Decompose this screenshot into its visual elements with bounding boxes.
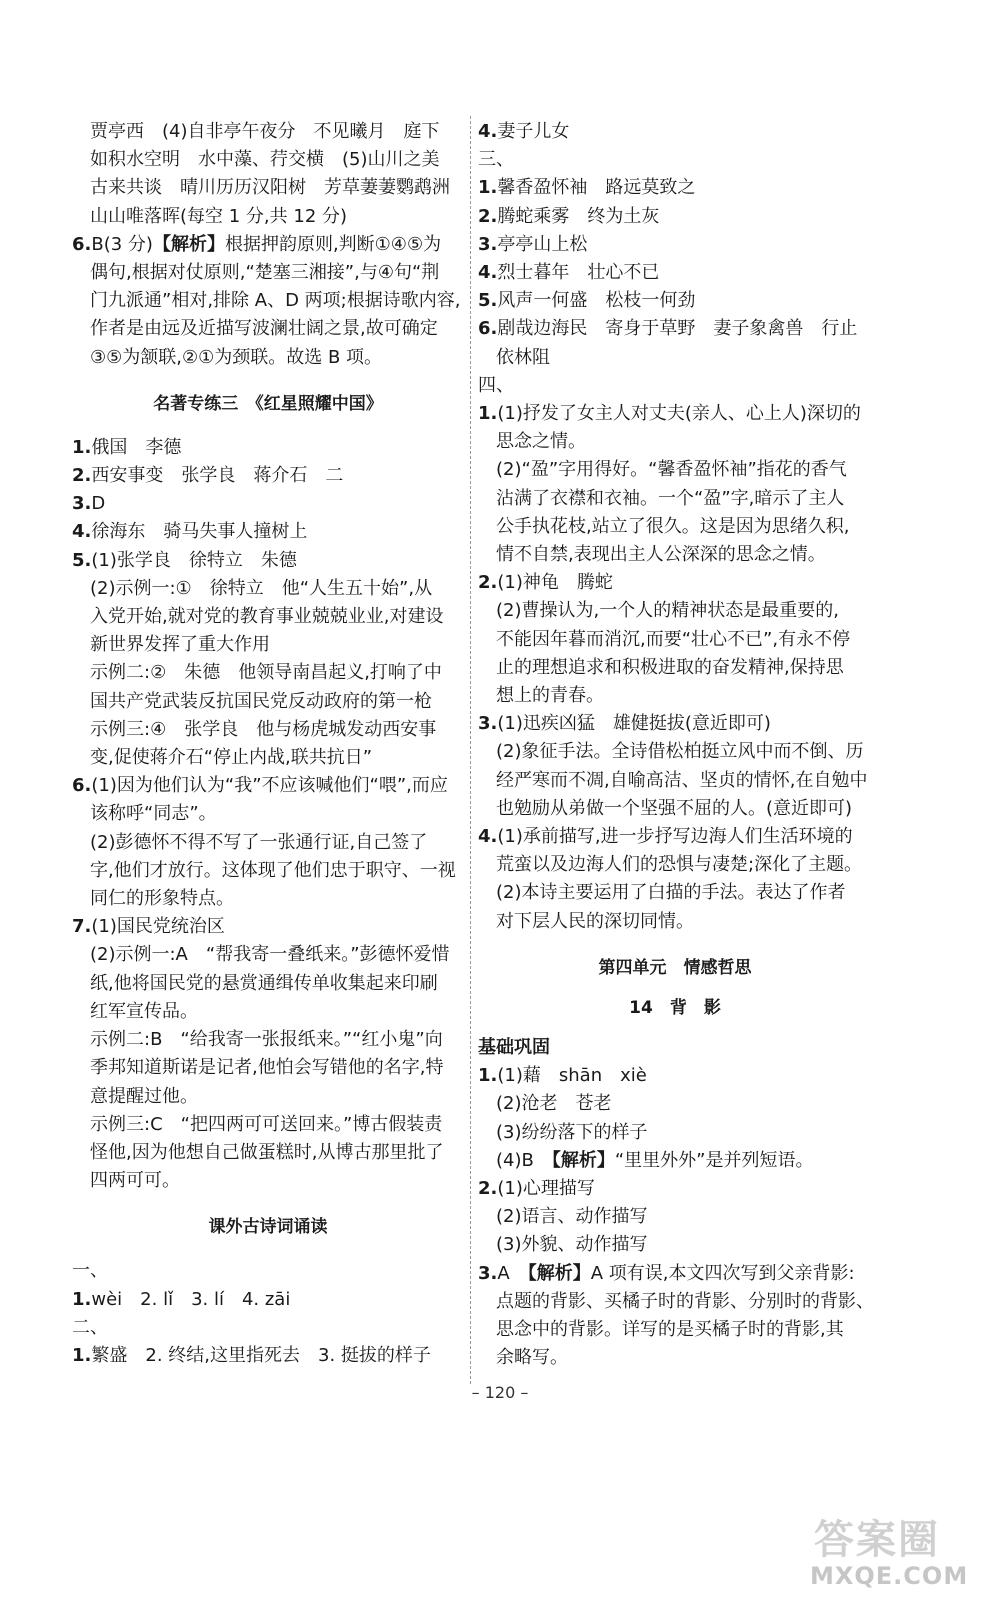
- text-line: 作者是由远及近描写波澜壮阔之景,故可确定: [90, 318, 438, 340]
- answer-line: [478, 541, 872, 569]
- answer-text: 荒蛮以及边海人们的恐惧与凄楚;深化了主题。: [496, 854, 863, 876]
- column-divider: [470, 116, 471, 1384]
- answer-line: [478, 203, 872, 231]
- answer-line: [72, 1314, 464, 1342]
- answer-text: 馨香盈怀袖 路远莫致之: [497, 177, 696, 199]
- answer-line: [72, 913, 464, 941]
- answer-text: (2)象征手法。全诗借松柏挺立风中而不倒、历: [496, 741, 864, 763]
- answer-line: [478, 118, 872, 146]
- answer-text: (2)沧老 苍老: [496, 1093, 612, 1115]
- answer-text: 不能因年暮而消沉,而要“壮心不已”,有永不停: [496, 628, 851, 650]
- answer-text: 思念中的背影。详写的是买橘子时的背影,其: [496, 1318, 844, 1340]
- question-number: 3.: [478, 233, 498, 255]
- answer-line: [478, 795, 872, 823]
- answer-text: (2)示例一:A “帮我寄一叠纸来。”彭德怀爱惜: [90, 944, 450, 966]
- text-line: 山山唯落晖(每空 1 分,共 12 分): [90, 205, 348, 227]
- text-line: 偶句,根据对仗原则,“楚塞三湘接”,与④句“荆: [90, 262, 440, 284]
- answer-text: 国共产党武装反抗国民党反动政府的第一枪: [90, 690, 432, 712]
- answer-text: 对下层人民的深切同情。: [496, 910, 694, 932]
- answer-text: 思念之情。: [496, 431, 586, 453]
- basic-answers: [478, 1062, 872, 1372]
- answer-text: 徐海东 骑马失事人撞树上: [91, 521, 308, 543]
- analysis-tag: 【解析】: [527, 1262, 591, 1284]
- answer-text: (3)纷纷落下的样子: [496, 1121, 648, 1143]
- answer-text: 季邦知道斯诺是记者,他怕会写错他的名字,特: [90, 1057, 444, 1079]
- text-line: 古来共谈 晴川历历汉阳树 芳草萋萋鹦鹉洲: [90, 177, 450, 199]
- question-number: 4.: [478, 121, 498, 142]
- analysis-tag: 【解析】: [551, 1149, 615, 1171]
- answer-text: (1)抒发了女主人对丈夫(亲人、心上人)深切的: [497, 403, 861, 425]
- answer-text: 新世界发挥了重大作用: [90, 634, 270, 656]
- answer-text: 示例三:C “把四两可可送回来。”博古假装责: [90, 1113, 443, 1135]
- answer-text: 四两可可。: [90, 1170, 180, 1192]
- question-number: 6.: [72, 233, 92, 255]
- answer-text: 繁盛 2. 终结,这里指死去 3. 挺拔的样子: [91, 1344, 431, 1366]
- answer-line: [478, 372, 872, 400]
- text-line: 贾亭西 (4)自非亭午夜分 不见曦月 庭下: [90, 121, 440, 142]
- answer-text: 怪他,因为他想自己做蛋糕时,从博古那里批了: [90, 1141, 444, 1163]
- poem-answer-block: [72, 118, 464, 231]
- answer-line: [478, 823, 872, 851]
- answer-line: [478, 1090, 872, 1118]
- question-number: 2.: [72, 465, 92, 487]
- answer-text: 字,他们才放行。这体现了他们忠于职守、一视: [90, 859, 456, 881]
- answer-choice: A: [497, 1262, 528, 1284]
- answer-line: [72, 772, 464, 800]
- answer-line: [72, 603, 464, 631]
- answer-line: [478, 908, 872, 936]
- answer-line: [72, 885, 464, 913]
- answer-text: 四、: [478, 374, 514, 396]
- answer-line: [72, 1083, 464, 1111]
- answer-line: [72, 800, 464, 828]
- question-number: 1.: [478, 1065, 498, 1087]
- answer-line: [72, 1342, 464, 1370]
- question-number: 4.: [72, 521, 92, 543]
- answer-text: 示例二:B “给我寄一张报纸来。”“红小鬼”向: [90, 1029, 443, 1051]
- answer-line: [72, 829, 464, 857]
- answer-line: [72, 941, 464, 969]
- question-number: 3.: [72, 493, 92, 515]
- section-title: 课外古诗词诵读: [208, 1217, 328, 1238]
- section2-answers: [72, 1257, 464, 1370]
- question-number: 2.: [478, 205, 498, 227]
- answer-text: 根据押韵原则,判断①④⑤为: [224, 233, 442, 255]
- answer-text: 示例二:② 朱德 他领导南昌起义,打响了中: [90, 662, 442, 684]
- answer-line: [478, 315, 872, 343]
- answer-line: [72, 744, 464, 772]
- answer-text: 示例三:④ 张学良 他与杨虎城发动西安事: [90, 718, 437, 740]
- answer-text: B(3 分): [91, 233, 153, 255]
- answer-line: [478, 654, 872, 682]
- answer-line: [72, 1139, 464, 1167]
- section1-answers: [72, 434, 464, 1195]
- answer-line: [478, 344, 872, 372]
- answer-line: [72, 688, 464, 716]
- question-number: 3.: [478, 1262, 498, 1284]
- answer-line: [72, 1026, 464, 1054]
- answer-line: [72, 659, 464, 687]
- poem-answers: [478, 118, 872, 936]
- answer-text: 意提醒过他。: [90, 1085, 198, 1107]
- answer-line: [478, 1260, 872, 1288]
- answer-line: [72, 1111, 464, 1139]
- answer-line: [478, 1316, 872, 1344]
- answer-text: D: [91, 493, 106, 515]
- answer-text: 风声一何盛 松枝一何劲: [497, 290, 696, 312]
- answer-line: [478, 146, 872, 174]
- question-number: 1.: [72, 436, 92, 458]
- answer-text: 三、: [478, 149, 514, 171]
- answer-line: [478, 1203, 872, 1231]
- answer-text: 依林阻: [496, 346, 550, 368]
- answer-line: [478, 879, 872, 907]
- answer-text: 变,促使蒋介石“停止内战,联共抗日”: [90, 747, 373, 769]
- answer-text: (1)心理描写: [497, 1177, 595, 1199]
- answer-text: 烈士暮年 壮心不已: [497, 262, 660, 284]
- answer-text: 余略写。: [496, 1347, 568, 1369]
- answer-line: [478, 456, 872, 484]
- answer-text: 剧哉边海民 寄身于草野 妻子象禽兽 行止: [497, 318, 858, 340]
- question-number: 5.: [478, 290, 498, 312]
- answer-text: (1)国民党统治区: [91, 916, 225, 938]
- analysis-tag: 【解析】: [152, 233, 225, 255]
- answer-line: [72, 970, 464, 998]
- answer-text: 也勉励从弟做一个坚强不屈的人。(意近即可): [496, 797, 853, 819]
- question-number: 2.: [478, 572, 498, 594]
- watermark-logo: [808, 1508, 994, 1594]
- text-line: 门九派通”相对,排除 A、D 两项;根据诗歌内容,: [90, 290, 461, 312]
- answer-text: 情不自禁,表现出主人公深深的思念之情。: [496, 544, 826, 566]
- answer-line: [478, 428, 872, 456]
- question-number: 3.: [478, 713, 498, 735]
- answer-line: [478, 259, 872, 287]
- text-line: [72, 231, 464, 259]
- section-title: 名著专练三 《红星照耀中国》: [153, 393, 383, 414]
- answer-line: [478, 513, 872, 541]
- question-6-block: [72, 231, 464, 372]
- question-number: 4.: [478, 262, 498, 284]
- watermark-url: MXQE.COM: [810, 1562, 969, 1590]
- answer-choice: (4)B: [496, 1149, 552, 1171]
- question-number: 6.: [478, 318, 498, 340]
- right-column: [478, 118, 872, 1372]
- answer-line: [478, 1288, 872, 1316]
- answer-line: [478, 400, 872, 428]
- lesson-title: 14 背 影: [629, 997, 721, 1018]
- answer-text: 入党开始,就对党的教育事业兢兢业业,对建设: [90, 606, 444, 628]
- answer-line: [72, 998, 464, 1026]
- answer-text: (2)彭德怀不得不写了一张通行证,自己签了: [90, 831, 428, 853]
- answer-text: “里里外外”是并列短语。: [614, 1149, 814, 1171]
- answer-text: (2)曹操认为,一个人的精神状态是最重要的,: [496, 600, 839, 622]
- answer-text: 该称呼“同志”。: [90, 803, 217, 825]
- answer-line: [478, 626, 872, 654]
- page-number: – 120 –: [471, 1383, 529, 1402]
- answer-line: [478, 231, 872, 259]
- answer-text: (1)藉 shān xiè: [497, 1065, 647, 1087]
- answer-line: [478, 682, 872, 710]
- answer-line: [72, 462, 464, 490]
- answer-text: 同仁的形象特点。: [90, 888, 234, 910]
- answer-line: [72, 857, 464, 885]
- answer-text: 妻子儿女: [497, 121, 570, 142]
- answer-text: (1)因为他们认为“我”不应该喊他们“喂”,而应: [91, 775, 448, 797]
- text-line: 如积水空明 水中藻、荇交横 (5)山川之美: [90, 149, 440, 171]
- answer-text: 亭亭山上松: [497, 233, 588, 255]
- answer-line: [478, 1119, 872, 1147]
- answer-line: [478, 738, 872, 766]
- question-number: 1.: [478, 177, 498, 199]
- question-number: 1.: [72, 1344, 92, 1366]
- answer-line: [478, 174, 872, 202]
- left-column: [72, 118, 464, 1370]
- answer-line: [478, 1231, 872, 1259]
- answer-text: (1)迅疾凶猛 雄健挺拔(意近即可): [497, 713, 771, 735]
- answer-line: [478, 710, 872, 738]
- question-number: 1.: [478, 403, 498, 425]
- answer-text: 经严寒而不凋,自喻高洁、坚贞的情怀,在自勉中: [496, 769, 868, 791]
- answer-text: 公手执花枝,站立了很久。这是因为思绪久积,: [496, 515, 850, 537]
- answer-text: 止的理想追求和积极进取的奋发精神,保持思: [496, 656, 844, 678]
- answer-line: [72, 490, 464, 518]
- answer-line: [478, 767, 872, 795]
- answer-text: (2)“盈”字用得好。“馨香盈怀袖”指花的香气: [496, 459, 847, 481]
- answer-text: 俄国 李德: [91, 436, 182, 458]
- answer-line: [478, 597, 872, 625]
- answer-text: (2)本诗主要运用了白描的手法。表达了作者: [496, 882, 846, 904]
- answer-text: 一、: [72, 1260, 108, 1282]
- answer-line: [72, 575, 464, 603]
- answer-text: (3)外貌、动作描写: [496, 1234, 648, 1256]
- answer-text: 腾蛇乘雾 终为土灰: [497, 205, 660, 227]
- question-number: 6.: [72, 775, 92, 797]
- text-line: ③⑤为颔联,②①为颈联。故选 B 项。: [90, 346, 383, 368]
- answer-line: [478, 287, 872, 315]
- unit-title: 第四单元 情感哲思: [598, 957, 752, 978]
- answer-line: [72, 631, 464, 659]
- answer-text: wèi 2. lǐ 3. lí 4. zāi: [91, 1288, 291, 1310]
- answer-text: (2)语言、动作描写: [496, 1206, 648, 1228]
- subheading: 基础巩固: [478, 1036, 550, 1058]
- answer-line: [72, 1054, 464, 1082]
- question-number: 2.: [478, 1177, 498, 1199]
- answer-text: (2)示例一:① 徐特立 他“人生五十始”,从: [90, 577, 433, 599]
- answer-line: [478, 1344, 872, 1372]
- answer-line: [478, 851, 872, 879]
- answer-line: [478, 569, 872, 597]
- answer-text: A 项有误,本文四次写到父亲背影:: [590, 1262, 855, 1284]
- answer-text: (1)承前描写,进一步抒写边海人们生活环境的: [497, 826, 853, 848]
- question-number: 7.: [72, 916, 92, 938]
- answer-text: 沾满了衣襟和衣袖。一个“盈”字,暗示了主人: [496, 487, 845, 509]
- watermark-text: 答案圈: [814, 1517, 940, 1563]
- answer-line: [478, 1147, 872, 1175]
- answer-text: 纸,他将国民党的悬赏通缉传单收集起来印刷: [90, 972, 438, 994]
- answer-line: [72, 547, 464, 575]
- question-number: 5.: [72, 549, 92, 571]
- answer-line: [72, 1167, 464, 1195]
- answer-line: [72, 434, 464, 462]
- answer-text: (1)张学良 徐特立 朱德: [91, 549, 297, 571]
- answer-line: [72, 716, 464, 744]
- answer-text: 二、: [72, 1316, 108, 1338]
- answer-text: 想上的青春。: [496, 685, 604, 707]
- answer-text: 点题的背影、买橘子时的背影、分别时的背影、: [496, 1290, 874, 1312]
- answer-line: [72, 1257, 464, 1285]
- answer-text: 西安事变 张学良 蒋介石 二: [91, 465, 344, 487]
- answer-line: [478, 485, 872, 513]
- question-number: 4.: [478, 826, 498, 848]
- answer-text: 红军宣传品。: [90, 1000, 198, 1022]
- answer-line: [72, 1286, 464, 1314]
- answer-line: [72, 518, 464, 546]
- answer-line: [478, 1175, 872, 1203]
- answer-line: [478, 1062, 872, 1090]
- question-number: 1.: [72, 1288, 92, 1310]
- answer-text: (1)神龟 腾蛇: [497, 572, 613, 594]
